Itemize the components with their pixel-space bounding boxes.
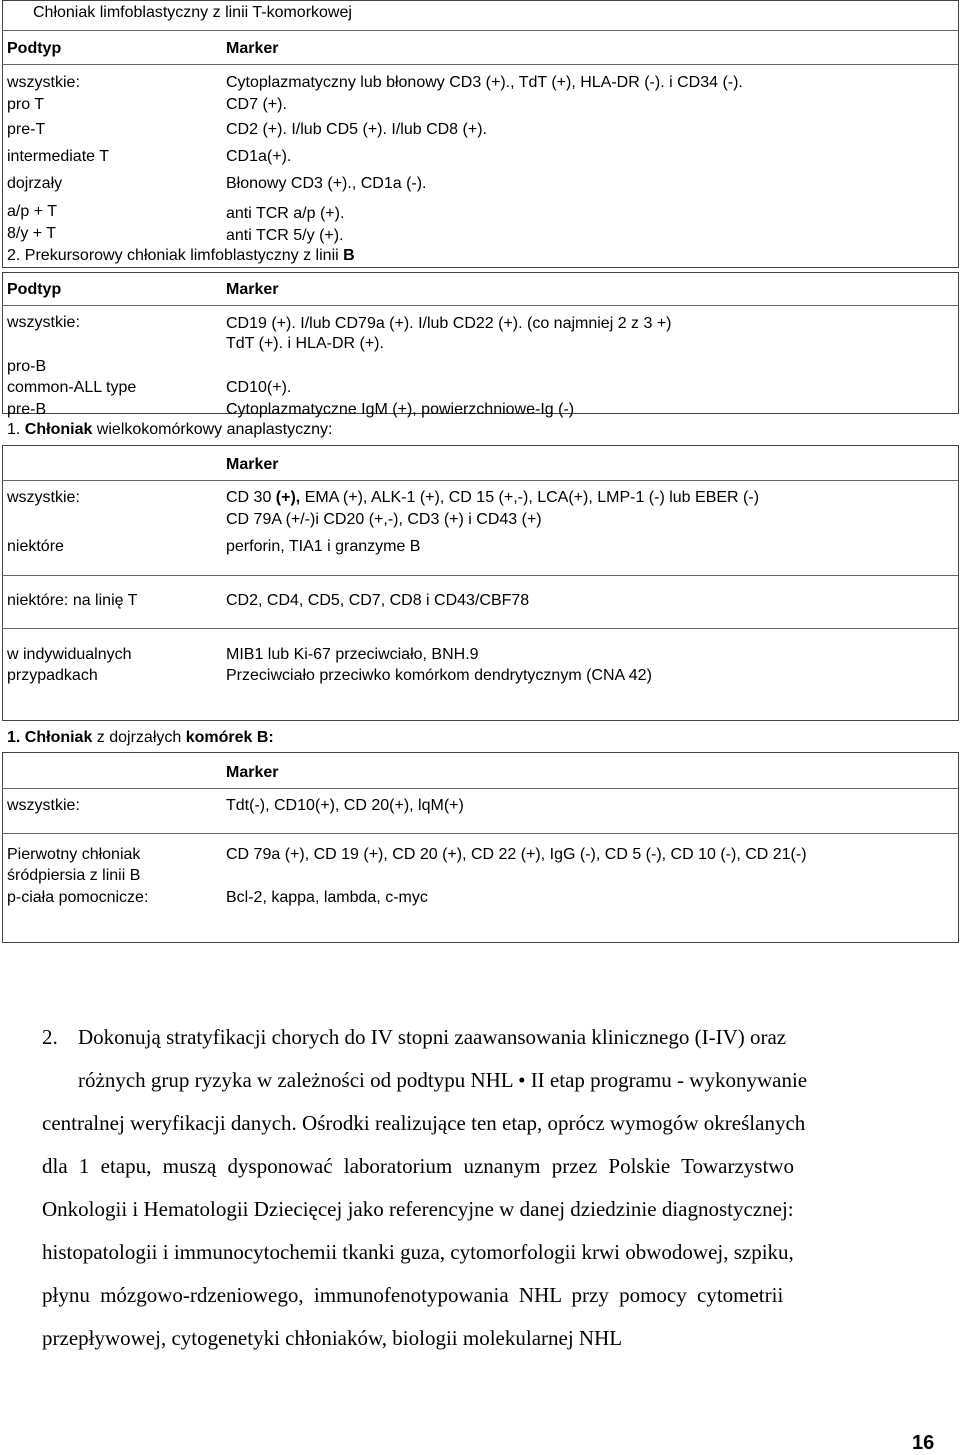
marker-value: CD2, CD4, CD5, CD7, CD8 i CD43/CBF78 — [226, 592, 530, 609]
marker-value: CD10(+). — [226, 379, 292, 396]
paragraph-line: histopatologii i immunocytochemii tkanki guza, cytomorfologii krwi obwodowej, szpiku, — [42, 1240, 794, 1264]
section-b-precursor-box — [2, 272, 959, 414]
marker-value: MIB1 lub Ki-67 przeciwciało, BNH.9 — [226, 646, 479, 663]
marker-value: anti TCR 5/y (+). — [226, 227, 344, 244]
marker-value — [226, 488, 759, 507]
marker-value-bold: (+), — [275, 489, 301, 506]
marker-value: CD 79A (+/-)i CD20 (+,-), CD3 (+) i CD43 (+) — [226, 511, 542, 528]
marker-value: CD1a(+). — [226, 148, 292, 165]
section-mature-b-title-text: z dojrzałych — [92, 729, 186, 746]
column-header-marker: Marker — [226, 456, 279, 473]
section-b-precursor-title-bold: B — [343, 247, 355, 264]
paragraph-line: Dokonują stratyfikacji chorych do IV stopni zaawansowania klinicznego (I-IV) oraz — [78, 1025, 787, 1049]
paragraph-line: centralnej weryfikacji danych. Ośrodki realizujące ten etap, oprócz wymogów określanych — [42, 1111, 806, 1135]
section-b-precursor-title — [7, 246, 355, 265]
column-header-marker: Marker — [226, 281, 279, 298]
divider — [2, 30, 959, 31]
subtype-label: p-ciała pomocnicze: — [7, 889, 149, 906]
marker-value: Cytoplazmatyczne IgM (+), powierzchniowe-Ig (-) — [226, 401, 575, 418]
marker-value-part: CD 30 — [226, 489, 276, 506]
section-mature-b-title-bold: komórek B: — [185, 729, 274, 746]
divider — [2, 305, 959, 306]
paragraph-line: przepływowej, cytogenetyki chłoniaków, biologii molekularnej NHL — [42, 1326, 623, 1350]
section-mature-b-title-bold: 1. Chłoniak — [7, 729, 93, 746]
section-anaplastic-title-rest: wielkokomórkowy anaplastyczny: — [92, 421, 333, 438]
subtype-label: wszystkie: — [7, 314, 80, 331]
marker-value: Tdt(-), CD10(+), CD 20(+), lqM(+) — [226, 797, 464, 814]
paragraph-line: różnych grup ryzyka w zależności od podtypu NHL • II etap programu - wykonywanie — [78, 1068, 808, 1092]
subtype-label: wszystkie: — [7, 797, 80, 814]
paragraph-line: płynu mózgowo-rdzeniowego, immunofenotypowania NHL przy pomocy cytometrii — [42, 1283, 784, 1307]
subtype-label: pre-T — [7, 121, 46, 138]
section-t-title: Chłoniak limfoblastyczny z linii T-komorkowej — [33, 4, 352, 21]
subtype-label: common-ALL type — [7, 379, 137, 396]
section-b-precursor-title-text: 2. Prekursorowy chłoniak limfoblastyczny z linii — [7, 247, 344, 264]
marker-value-part: EMA (+), ALK-1 (+), CD 15 (+,-), LCA(+), LMP-1 (-) lub EBER (-) — [300, 489, 760, 506]
marker-value: CD19 (+). I/lub CD79a (+). I/lub CD22 (+). (co najmniej 2 z 3 +) — [226, 315, 672, 332]
divider — [2, 480, 959, 481]
subtype-label: wszystkie: — [7, 74, 80, 91]
column-header-podtyp: Podtyp — [7, 281, 62, 298]
marker-value: Błonowy CD3 (+)., CD1a (-). — [226, 175, 427, 192]
subtype-label: w indywidualnych — [7, 646, 132, 663]
column-header-marker: Marker — [226, 764, 279, 781]
subtype-label: pre-B — [7, 401, 47, 418]
marker-value: anti TCR a/p (+). — [226, 205, 345, 222]
marker-value: Cytoplazmatyczny lub błonowy CD3 (+)., TdT (+), HLA-DR (-). i CD34 (-). — [226, 74, 743, 91]
subtype-label: wszystkie: — [7, 489, 80, 506]
subtype-label: pro-B — [7, 358, 47, 375]
divider — [2, 788, 959, 789]
subtype-label: a/p + T — [7, 203, 57, 220]
divider — [2, 628, 959, 629]
divider — [2, 833, 959, 834]
divider — [2, 575, 959, 576]
divider — [2, 64, 959, 65]
section-anaplastic-title-bold: Chłoniak — [24, 421, 93, 438]
subtype-label: śródpiersia z linii B — [7, 867, 141, 884]
paragraph-line: dla 1 etapu, muszą dysponować laboratorium uznanym przez Polskie Towarzystwo — [42, 1154, 794, 1178]
section-anaplastic-title — [7, 420, 332, 439]
subtype-label: niektóre: na linię T — [7, 592, 138, 609]
subtype-label: intermediate T — [7, 148, 109, 165]
subtype-label: dojrzały — [7, 175, 63, 192]
subtype-label: pro T — [7, 96, 45, 113]
marker-value: TdT (+). i HLA-DR (+). — [226, 335, 384, 352]
marker-value: Przeciwciało przeciwko komórkom dendrytycznym (CNA 42) — [226, 667, 652, 684]
paragraph-line: Onkologii i Hematologii Dziecięcej jako referencyjne w danej dziedzinie diagnostycznej: — [42, 1197, 794, 1221]
subtype-label: przypadkach — [7, 667, 98, 684]
marker-value: Bcl-2, kappa, lambda, c-myc — [226, 889, 428, 906]
page-number: 16 — [912, 1432, 935, 1454]
paragraph-number: 2. — [42, 1025, 58, 1049]
column-header-podtyp: Podtyp — [7, 40, 62, 57]
subtype-label: Pierwotny chłoniak — [7, 846, 141, 863]
marker-value: CD 79a (+), CD 19 (+), CD 20 (+), CD 22 (+), IgG (-), CD 5 (-), CD 10 (-), CD 21(-) — [226, 846, 807, 863]
section-mature-b-title — [7, 728, 274, 747]
subtype-label: niektóre — [7, 538, 64, 555]
marker-value: perforin, TIA1 i granzyme B — [226, 538, 421, 555]
marker-value: CD7 (+). — [226, 96, 287, 113]
marker-value: CD2 (+). I/lub CD5 (+). I/lub CD8 (+). — [226, 121, 487, 138]
column-header-marker: Marker — [226, 40, 279, 57]
section-anaplastic-title-num: 1. — [7, 421, 25, 438]
subtype-label: 8/y + T — [7, 225, 57, 242]
